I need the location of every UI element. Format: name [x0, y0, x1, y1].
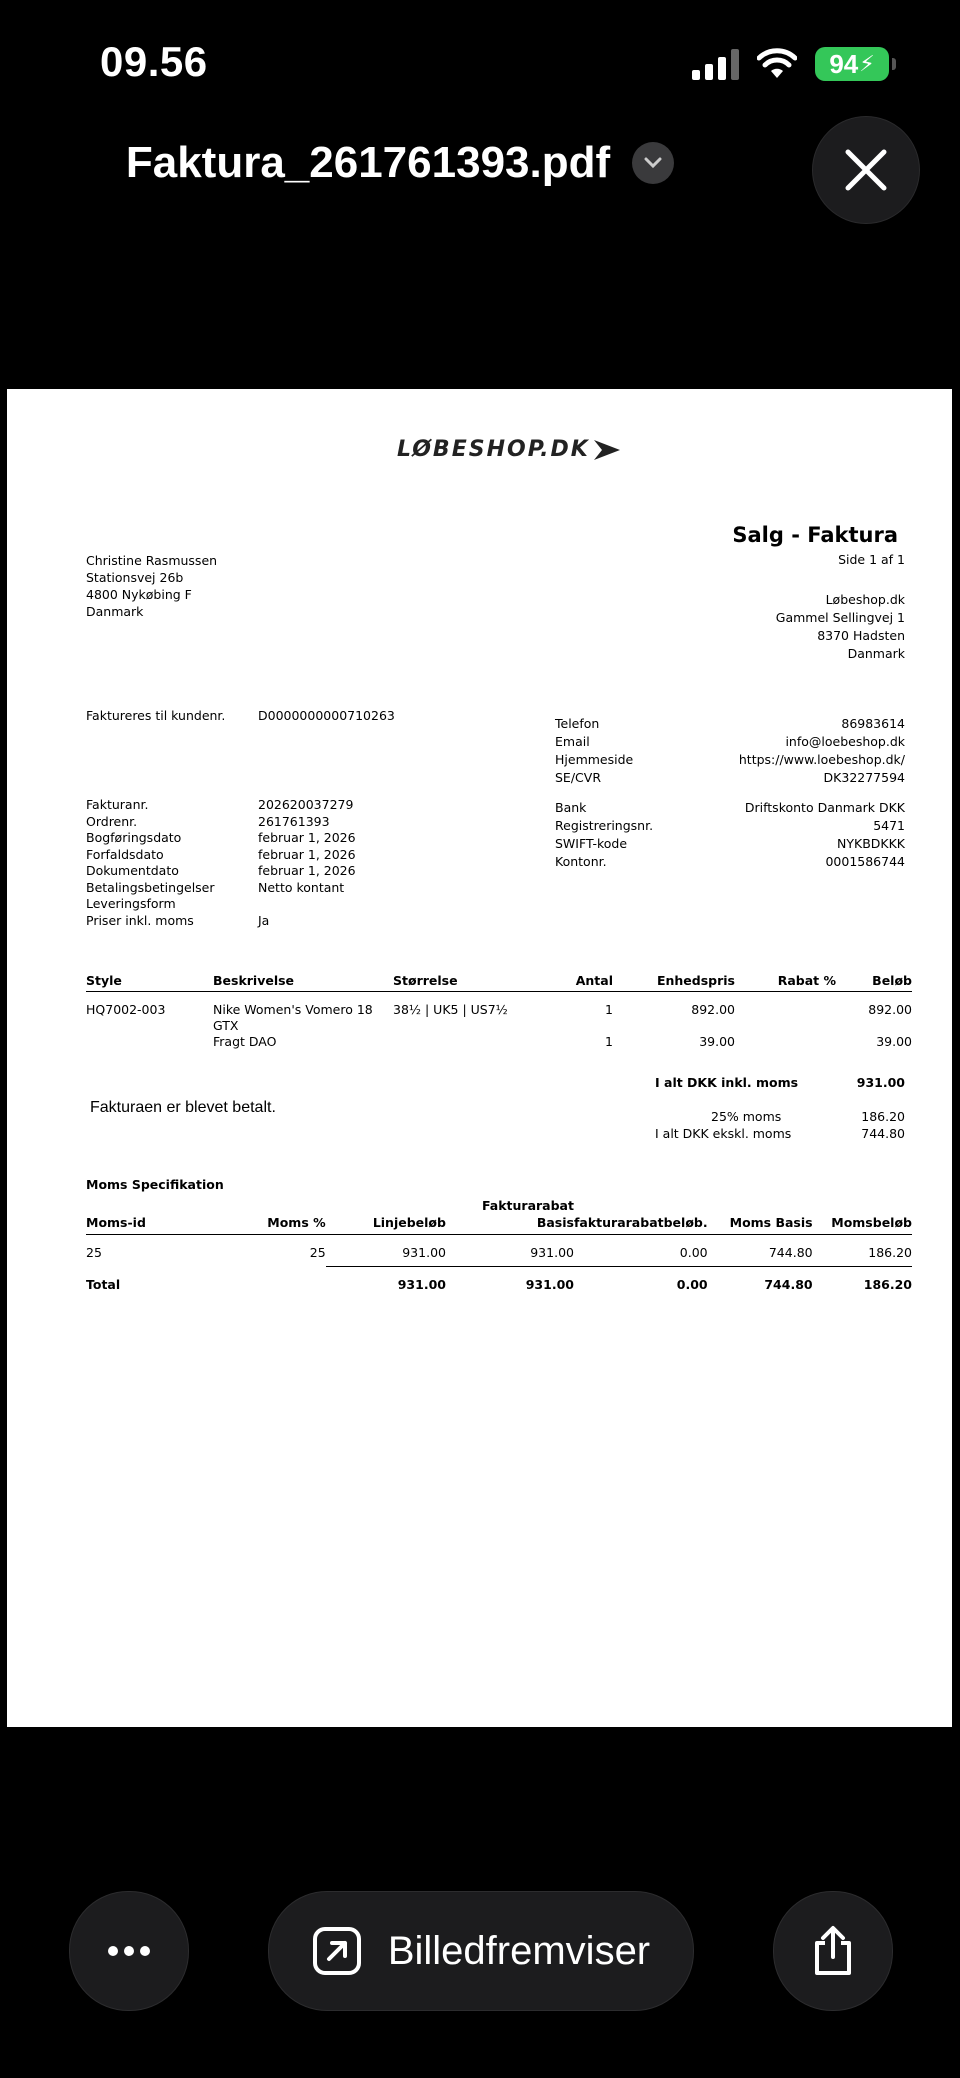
file-title[interactable]: Faktura_261761393.pdf — [125, 138, 611, 187]
status-time: 09.56 — [100, 38, 208, 85]
vat-amount: 25% moms 186.20 — [711, 1109, 905, 1124]
chevron-down-icon[interactable] — [632, 142, 674, 184]
seller-city: 8370 Hadsten — [817, 628, 905, 643]
paid-note: Fakturaen er blevet betalt. — [90, 1099, 276, 1116]
status-icons — [692, 44, 896, 84]
cellular-signal-icon — [692, 48, 739, 80]
title-bar — [0, 138, 800, 188]
customer-street: Stationsvej 26b — [86, 570, 184, 585]
customer-name: Christine Rasmussen — [86, 553, 218, 568]
more-button[interactable] — [69, 1891, 189, 2011]
line-items-table — [86, 973, 912, 1049]
table-row: Fragt DAO 1 39.00 39.00 — [213, 1034, 912, 1049]
customer-number: Faktureres til kundenr. D0000000000710263 — [86, 708, 395, 723]
more-icon — [107, 1945, 151, 1957]
customer-country: Danmark — [86, 604, 144, 619]
battery-icon: 94 ⚡ — [815, 47, 896, 81]
seller-address — [776, 591, 905, 663]
invoice-info: Fakturanr. 202620037279 Ordrenr. 261761393 Bogføringsdato februar 1, 2026 Forfaldsdato februar 1, 2026 Dokumentdato februar 1, 2026 Betalingsbetingelser Netto kontant Leveringsform Priser inkl. moms Ja — [86, 797, 356, 928]
image-viewer-button[interactable] — [268, 1891, 694, 2011]
arrow-logo-icon — [592, 438, 622, 462]
table-header-row: Style Beskrivelse Størrelse Antal Enhedspris Rabat % Beløb — [86, 973, 912, 992]
close-icon — [844, 148, 888, 192]
table-row: 25 25 931.00 931.00 0.00 744.80 186.20 — [86, 1235, 912, 1267]
share-button[interactable] — [773, 1891, 893, 2011]
close-button[interactable] — [812, 116, 920, 224]
contact-info: Telefon 86983614 Email info@loebeshop.dk Hjemmeside https://www.loebeshop.dk/ SE/CVR DK32277594 — [555, 716, 905, 785]
store-logo — [397, 437, 622, 462]
seller-street: Gammel Sellingvej 1 — [775, 610, 905, 625]
image-viewer-label: Billedfremviser — [387, 1928, 651, 1973]
table-header-row: Moms-id Moms % Linjebeløb Fakturarabat Basis fakturarabatbeløb. Moms Basis Momsbeløb — [86, 1197, 912, 1235]
share-icon — [811, 1925, 855, 1977]
vat-spec-title: Moms Specifikation — [86, 1177, 224, 1192]
customer-city: 4800 Nykøbing F — [86, 587, 192, 602]
seller-country: Danmark — [847, 646, 905, 661]
vat-spec-table — [86, 1197, 912, 1292]
total-incl-vat: I alt DKK inkl. moms 931.00 — [655, 1075, 905, 1090]
logo-text: LØBESHOP.DK — [397, 437, 590, 462]
total-row: Total 931.00 931.00 0.00 744.80 186.20 — [86, 1276, 912, 1292]
battery-level: 94 — [829, 48, 859, 79]
invoice-document — [7, 389, 952, 1727]
bank-info: Bank Driftskonto Danmark DKK Registreringsnr. 5471 SWIFT-kode NYKBDKKK Kontonr. 0001586744 — [555, 800, 905, 869]
table-row: HQ7002-003 Nike Women's Vomero 18 GTX 38½ | UK5 | US7½ 1 892.00 892.00 — [86, 1002, 912, 1033]
open-external-icon — [312, 1926, 362, 1976]
customer-address — [86, 552, 217, 620]
page-number: Side 1 af 1 — [838, 552, 905, 567]
seller-name: Løbeshop.dk — [825, 592, 905, 607]
total-excl-vat: I alt DKK ekskl. moms 744.80 — [655, 1126, 905, 1141]
invoice-title: Salg - Faktura — [732, 523, 898, 547]
wifi-icon — [757, 48, 797, 80]
